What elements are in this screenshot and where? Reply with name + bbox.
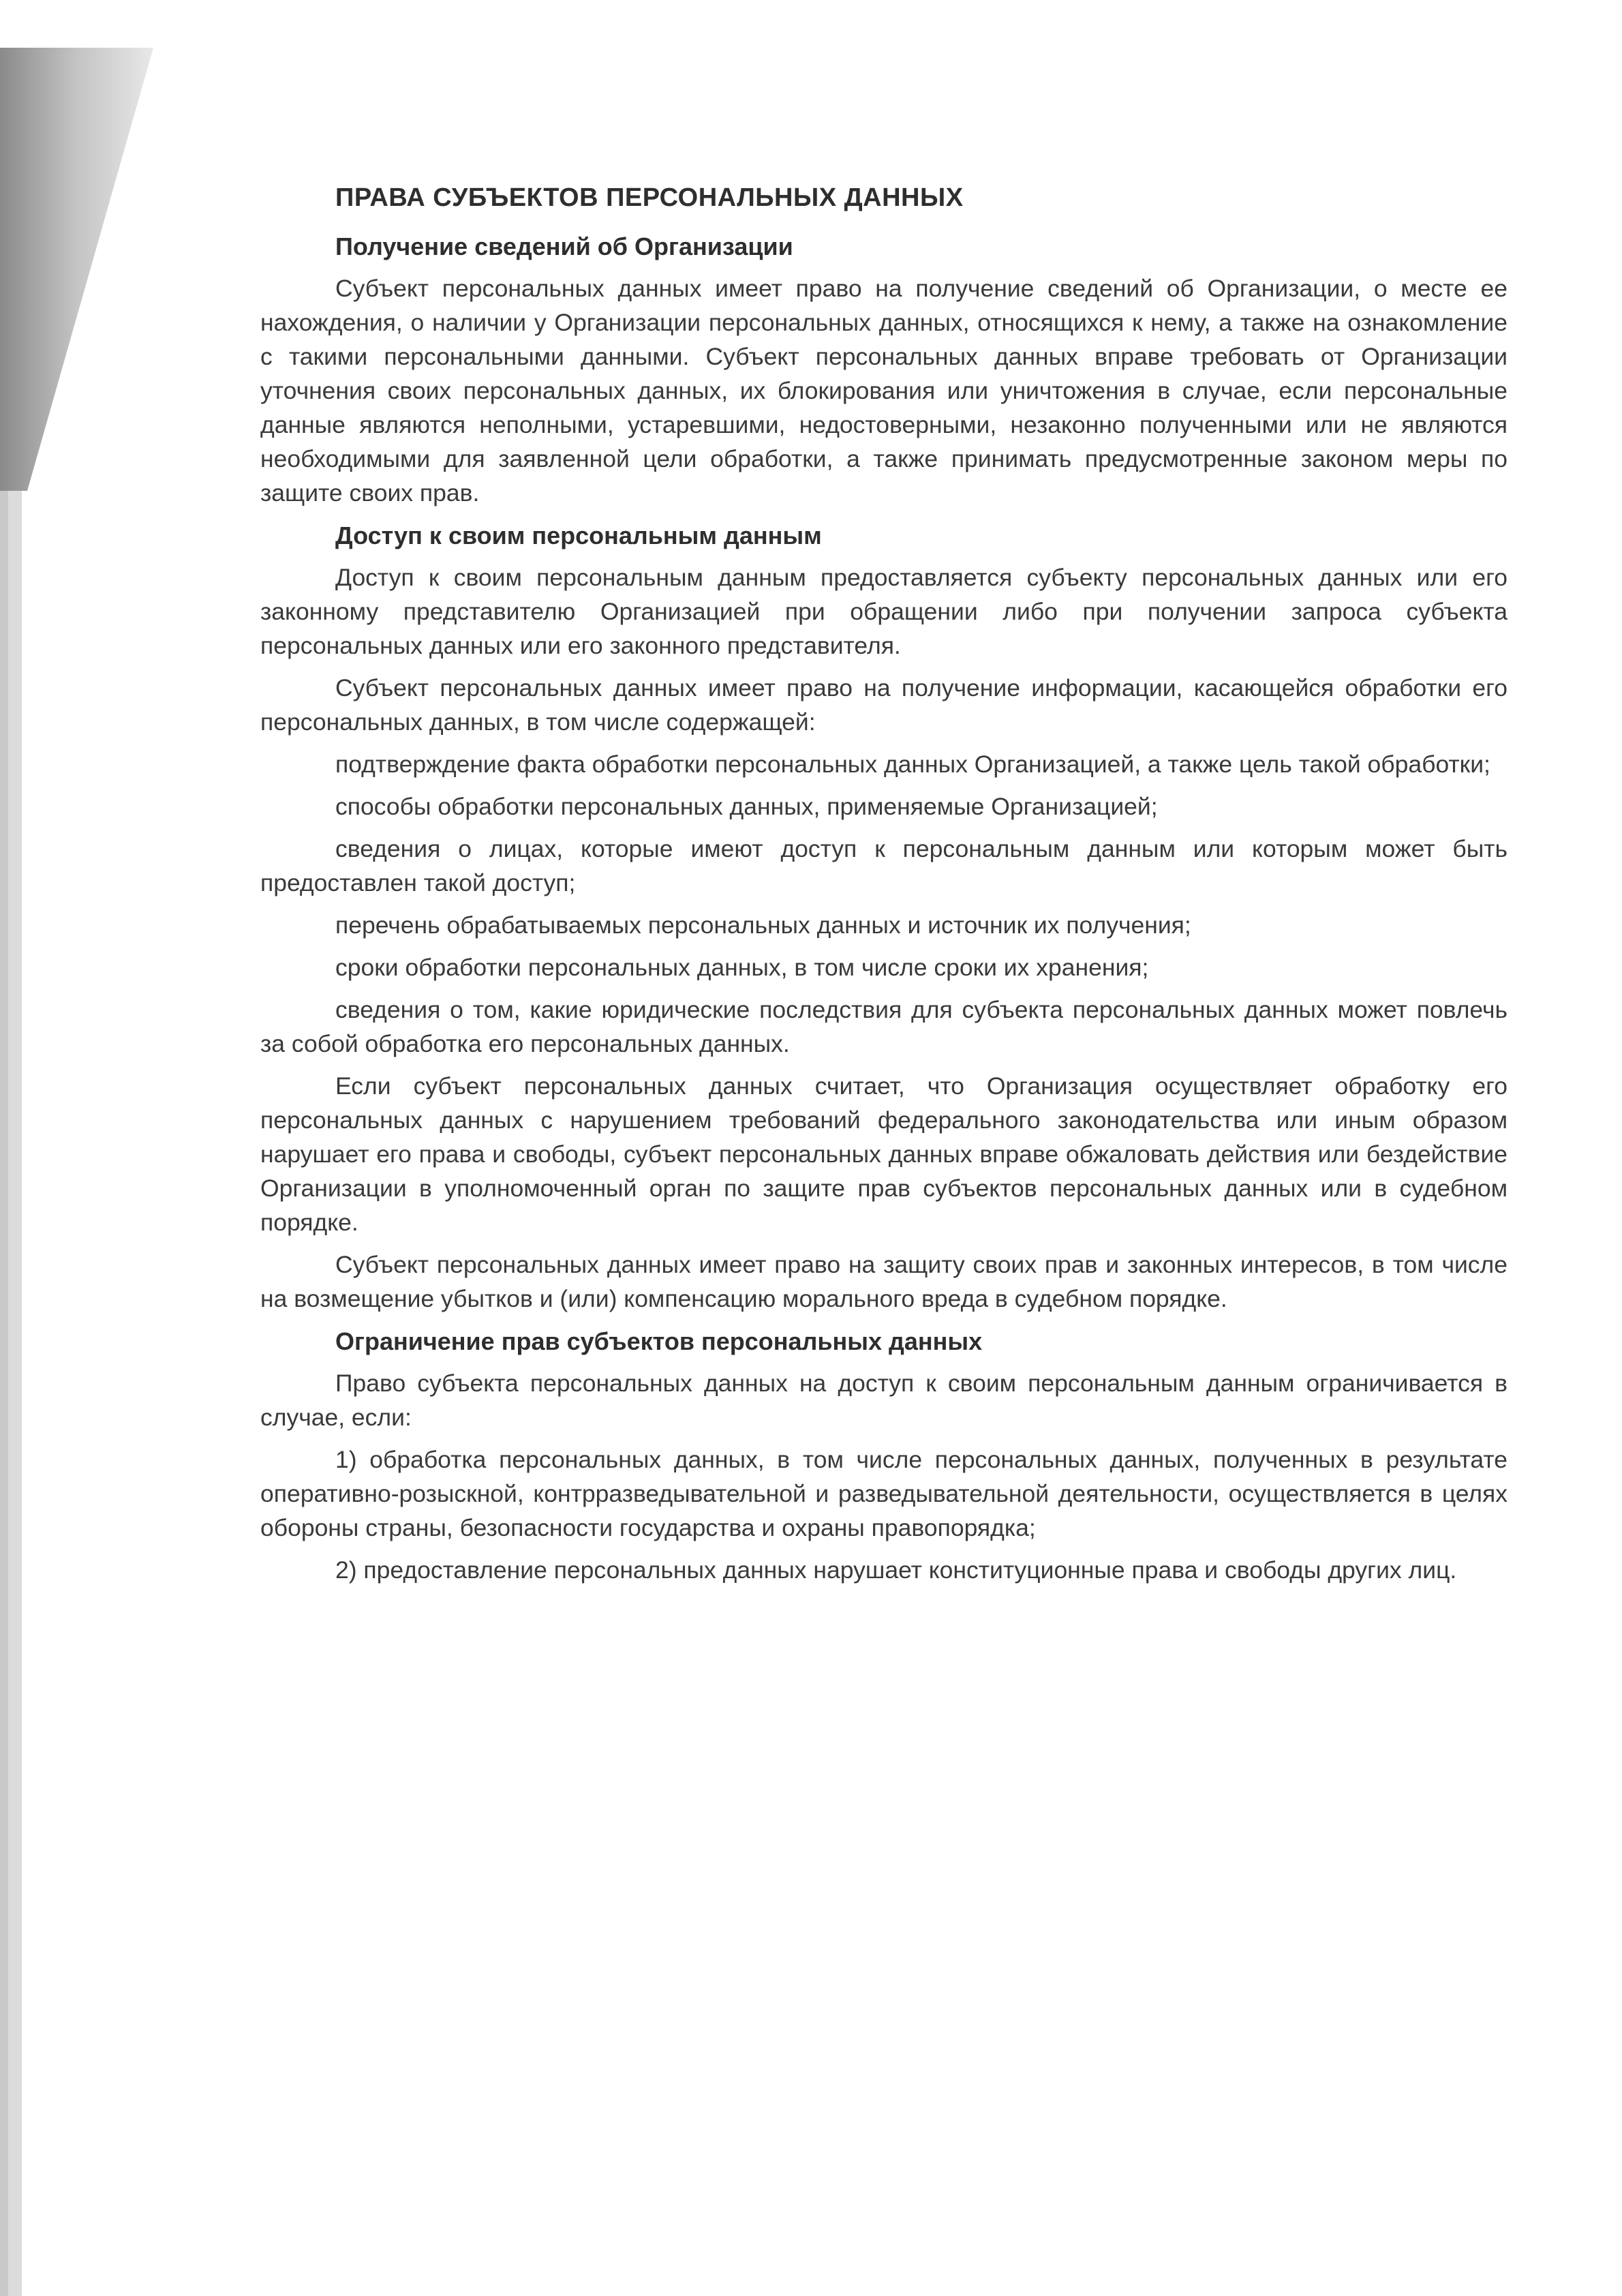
- paragraph: Доступ к своим персональным данным предоставляется субъекту персональных данных или его законному представителю Организацией при обращении либо при получении запроса субъекта персональных данных или его законного представителя.: [260, 564, 1508, 659]
- list-item: сведения о том, какие юридические последствия для субъекта персональных данных может повлечь за собой обработка его персональных данных.: [260, 996, 1508, 1057]
- paragraph: Субъект персональных данных имеет право на получение сведений об Организации, о месте ее нахождения, о наличии у Организации персональных данных, относящихся к нему, а также на ознакомление с такими персональными данными. Субъект персональных данных вправе требовать от Организации уточнения своих персональных данных, их блокирования или уничтожения в случае, если персональные данные являются неполными, устаревшими, недостоверными, незаконно полученными или не являются необходимыми для заявленной цели обработки, а также принимать предусмотренные законом меры по защите своих прав.: [260, 275, 1508, 507]
- section-heading: Ограничение прав субъектов персональных данных: [335, 1327, 983, 1355]
- list-item: 2) предоставление персональных данных нарушает конституционные права и свободы других лиц.: [335, 1556, 1457, 1584]
- section-access-to-data: [260, 518, 1508, 1316]
- paragraph: Если субъект персональных данных считает, что Организация осуществляет обработку его персональных данных с нарушением требований федерального законодательства или иным образом нарушает его права и свободы, субъект персональных данных вправе обжаловать действия или бездействие Организации в уполномоченный орган по защите прав субъектов персональных данных или в судебном порядке.: [260, 1072, 1508, 1236]
- paragraph: Субъект персональных данных имеет право на защиту своих прав и законных интересов, в том числе на возмещение убытков и (или) компенсацию морального вреда в судебном порядке.: [260, 1251, 1508, 1312]
- list-item: сведения о лицах, которые имеют доступ к персональным данным или которым может быть предоставлен такой доступ;: [260, 835, 1508, 896]
- list-item: 1) обработка персональных данных, в том числе персональных данных, полученных в результате оперативно-розыскной, контрразведывательной и разведывательной деятельности, осуществляется в целях обороны страны, безопасности государства и охраны правопорядка;: [260, 1446, 1508, 1541]
- list-item: способы обработки персональных данных, применяемые Организацией;: [335, 793, 1158, 820]
- paragraph: Право субъекта персональных данных на доступ к своим персональным данным ограничивается в случае, если:: [260, 1370, 1508, 1431]
- paragraph: Субъект персональных данных имеет право на получение информации, касающейся обработки его персональных данных, в том числе содержащей:: [260, 674, 1508, 736]
- section-heading: Доступ к своим персональным данным: [335, 522, 822, 549]
- document-body: [260, 179, 1508, 1595]
- section-heading: Получение сведений об Организации: [335, 232, 793, 260]
- document-title: ПРАВА СУБЪЕКТОВ ПЕРСОНАЛЬНЫХ ДАННЫХ: [335, 183, 964, 212]
- list-item: перечень обрабатываемых персональных данных и источник их получения;: [335, 911, 1191, 939]
- section-rights-restriction: [260, 1324, 1508, 1587]
- list-item: сроки обработки персональных данных, в том числе сроки их хранения;: [335, 954, 1149, 981]
- list-item: подтверждение факта обработки персональных данных Организацией, а также цель такой обработки;: [335, 751, 1490, 778]
- section-organization-info: [260, 229, 1508, 510]
